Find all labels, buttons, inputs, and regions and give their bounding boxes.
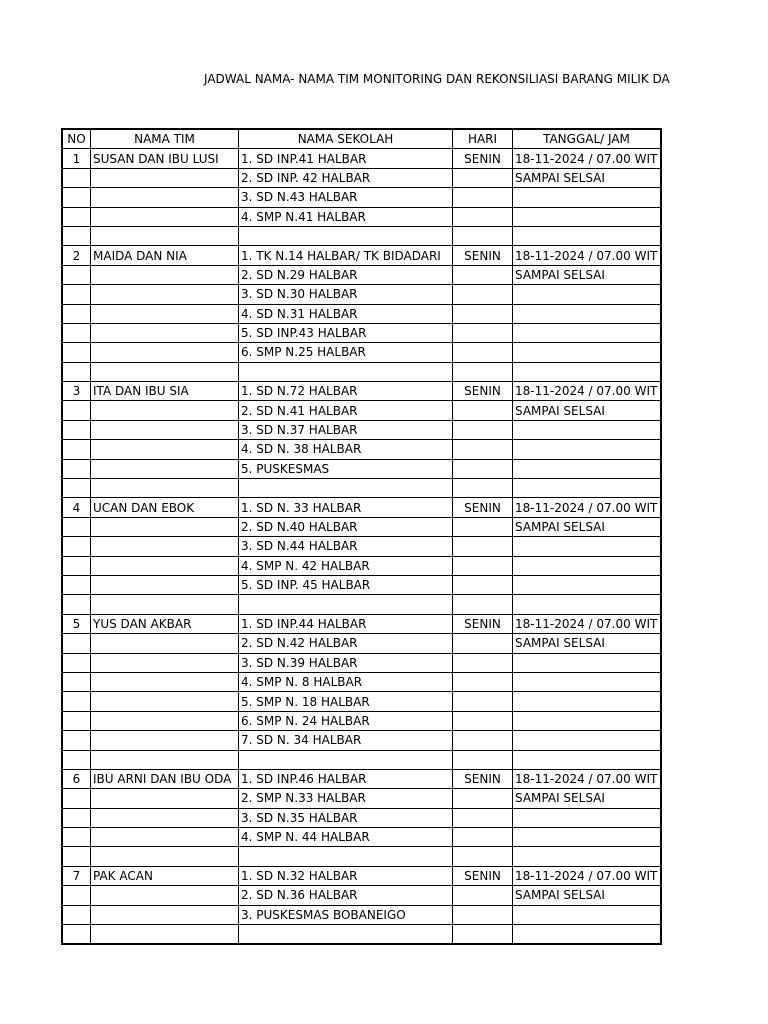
- header-no: NO: [63, 130, 91, 149]
- cell-nama-sekolah: 1. TK N.14 HALBAR/ TK BIDADARI: [239, 246, 453, 265]
- cell-no: [63, 828, 91, 847]
- table-row: [63, 304, 661, 323]
- header-nama-tim: NAMA TIM: [91, 130, 239, 149]
- cell-nama-sekolah: 5. SD INP. 45 HALBAR: [239, 575, 453, 594]
- cell-hari: [453, 711, 513, 730]
- cell-hari: [453, 323, 513, 342]
- cell-nama-tim: [91, 925, 239, 944]
- cell-hari: [453, 672, 513, 691]
- cell-tanggal-jam: [513, 672, 661, 691]
- cell-no: [63, 731, 91, 750]
- cell-hari: SENIN: [453, 614, 513, 633]
- table-row: [63, 711, 661, 730]
- cell-hari: SENIN: [453, 149, 513, 168]
- cell-hari: [453, 459, 513, 478]
- table-row: [63, 789, 661, 808]
- cell-tanggal-jam: [513, 595, 661, 614]
- cell-hari: [453, 304, 513, 323]
- cell-nama-sekolah: 1. SD INP.44 HALBAR: [239, 614, 453, 633]
- cell-nama-sekolah: 3. SD N.44 HALBAR: [239, 537, 453, 556]
- cell-tanggal-jam: [513, 362, 661, 381]
- cell-tanggal-jam: [513, 750, 661, 769]
- cell-nama-sekolah: 2. SD INP. 42 HALBAR: [239, 168, 453, 187]
- cell-hari: SENIN: [453, 769, 513, 788]
- cell-nama-sekolah: [239, 362, 453, 381]
- cell-hari: SENIN: [453, 246, 513, 265]
- cell-tanggal-jam: [513, 925, 661, 944]
- cell-nama-tim: [91, 750, 239, 769]
- cell-hari: SENIN: [453, 866, 513, 885]
- cell-nama-tim: [91, 188, 239, 207]
- cell-hari: [453, 226, 513, 245]
- cell-nama-tim: [91, 692, 239, 711]
- table-row: [63, 750, 661, 769]
- cell-tanggal-jam: [513, 207, 661, 226]
- table-row: [63, 401, 661, 420]
- cell-tanggal-jam: SAMPAI SELSAI: [513, 789, 661, 808]
- cell-no: [63, 905, 91, 924]
- cell-nama-sekolah: 4. SD N.31 HALBAR: [239, 304, 453, 323]
- table-row: [63, 343, 661, 362]
- cell-tanggal-jam: [513, 285, 661, 304]
- table-row: [63, 556, 661, 575]
- table-row: [63, 207, 661, 226]
- cell-hari: [453, 401, 513, 420]
- cell-tanggal-jam: 18-11-2024 / 07.00 WIT: [513, 614, 661, 633]
- cell-nama-tim: [91, 440, 239, 459]
- table-row: [63, 866, 661, 885]
- cell-hari: [453, 828, 513, 847]
- cell-nama-tim: [91, 285, 239, 304]
- cell-nama-sekolah: [239, 595, 453, 614]
- cell-hari: [453, 517, 513, 536]
- cell-nama-tim: MAIDA DAN NIA: [91, 246, 239, 265]
- schedule-table: [62, 129, 661, 944]
- cell-nama-tim: YUS DAN AKBAR: [91, 614, 239, 633]
- cell-tanggal-jam: [513, 808, 661, 827]
- cell-nama-sekolah: [239, 847, 453, 866]
- cell-hari: [453, 925, 513, 944]
- cell-nama-sekolah: 1. SD INP.41 HALBAR: [239, 149, 453, 168]
- table-row: [63, 246, 661, 265]
- cell-nama-sekolah: 2. SD N.29 HALBAR: [239, 265, 453, 284]
- cell-tanggal-jam: [513, 575, 661, 594]
- cell-no: [63, 847, 91, 866]
- cell-hari: [453, 905, 513, 924]
- cell-nama-tim: [91, 343, 239, 362]
- cell-nama-tim: [91, 595, 239, 614]
- table-row: [63, 847, 661, 866]
- table-row: [63, 537, 661, 556]
- cell-tanggal-jam: SAMPAI SELSAI: [513, 634, 661, 653]
- cell-nama-tim: [91, 808, 239, 827]
- cell-nama-sekolah: 1. SD N. 33 HALBAR: [239, 498, 453, 517]
- cell-hari: [453, 265, 513, 284]
- header-hari: HARI: [453, 130, 513, 149]
- cell-hari: [453, 556, 513, 575]
- cell-tanggal-jam: [513, 188, 661, 207]
- cell-nama-tim: [91, 653, 239, 672]
- cell-hari: [453, 692, 513, 711]
- cell-hari: [453, 595, 513, 614]
- cell-nama-sekolah: 2. SMP N.33 HALBAR: [239, 789, 453, 808]
- cell-no: [63, 925, 91, 944]
- cell-hari: SENIN: [453, 382, 513, 401]
- cell-tanggal-jam: [513, 692, 661, 711]
- cell-nama-tim: [91, 265, 239, 284]
- table-row: [63, 769, 661, 788]
- cell-nama-sekolah: 2. SD N.36 HALBAR: [239, 886, 453, 905]
- cell-hari: [453, 207, 513, 226]
- cell-hari: SENIN: [453, 498, 513, 517]
- cell-no: 3: [63, 382, 91, 401]
- cell-nama-tim: [91, 207, 239, 226]
- cell-tanggal-jam: [513, 556, 661, 575]
- cell-nama-tim: [91, 168, 239, 187]
- cell-nama-sekolah: [239, 925, 453, 944]
- table-row: [63, 285, 661, 304]
- cell-tanggal-jam: SAMPAI SELSAI: [513, 168, 661, 187]
- cell-nama-tim: [91, 420, 239, 439]
- cell-hari: [453, 420, 513, 439]
- cell-nama-tim: [91, 401, 239, 420]
- cell-nama-sekolah: 2. SD N.42 HALBAR: [239, 634, 453, 653]
- cell-tanggal-jam: 18-11-2024 / 07.00 WIT: [513, 149, 661, 168]
- cell-nama-tim: ITA DAN IBU SIA: [91, 382, 239, 401]
- cell-no: 4: [63, 498, 91, 517]
- cell-nama-tim: [91, 556, 239, 575]
- cell-nama-tim: [91, 905, 239, 924]
- table-row: [63, 517, 661, 536]
- cell-nama-tim: [91, 479, 239, 498]
- cell-nama-sekolah: 3. SD N.43 HALBAR: [239, 188, 453, 207]
- cell-tanggal-jam: [513, 343, 661, 362]
- cell-nama-tim: UCAN DAN EBOK: [91, 498, 239, 517]
- cell-nama-sekolah: [239, 226, 453, 245]
- cell-no: [63, 692, 91, 711]
- cell-no: [63, 207, 91, 226]
- cell-nama-tim: [91, 537, 239, 556]
- cell-nama-sekolah: [239, 479, 453, 498]
- cell-no: [63, 440, 91, 459]
- header-nama-sekolah: NAMA SEKOLAH: [239, 130, 453, 149]
- cell-nama-sekolah: 4. SMP N. 8 HALBAR: [239, 672, 453, 691]
- cell-tanggal-jam: [513, 304, 661, 323]
- cell-no: [63, 459, 91, 478]
- cell-no: 6: [63, 769, 91, 788]
- cell-nama-tim: [91, 731, 239, 750]
- cell-hari: [453, 285, 513, 304]
- cell-no: 1: [63, 149, 91, 168]
- cell-nama-tim: [91, 847, 239, 866]
- table-row: [63, 362, 661, 381]
- cell-no: [63, 750, 91, 769]
- cell-tanggal-jam: [513, 905, 661, 924]
- cell-tanggal-jam: 18-11-2024 / 07.00 WIT: [513, 769, 661, 788]
- cell-hari: [453, 789, 513, 808]
- table-row: [63, 672, 661, 691]
- cell-nama-tim: [91, 672, 239, 691]
- cell-no: [63, 711, 91, 730]
- cell-tanggal-jam: SAMPAI SELSAI: [513, 517, 661, 536]
- table-row: [63, 731, 661, 750]
- table-row: [63, 575, 661, 594]
- table-row: [63, 168, 661, 187]
- cell-no: [63, 265, 91, 284]
- cell-tanggal-jam: [513, 323, 661, 342]
- header-tanggal-jam: TANGGAL/ JAM: [513, 130, 661, 149]
- cell-nama-sekolah: 3. SD N.37 HALBAR: [239, 420, 453, 439]
- cell-nama-tim: [91, 575, 239, 594]
- cell-tanggal-jam: [513, 828, 661, 847]
- cell-nama-sekolah: 7. SD N. 34 HALBAR: [239, 731, 453, 750]
- cell-tanggal-jam: [513, 847, 661, 866]
- cell-hari: [453, 886, 513, 905]
- cell-no: [63, 304, 91, 323]
- cell-nama-tim: [91, 226, 239, 245]
- cell-nama-sekolah: 4. SMP N. 42 HALBAR: [239, 556, 453, 575]
- cell-nama-sekolah: 4. SMP N.41 HALBAR: [239, 207, 453, 226]
- cell-no: [63, 886, 91, 905]
- cell-hari: [453, 168, 513, 187]
- cell-tanggal-jam: [513, 226, 661, 245]
- cell-nama-sekolah: 1. SD N.32 HALBAR: [239, 866, 453, 885]
- cell-nama-tim: PAK ACAN: [91, 866, 239, 885]
- table-row: [63, 265, 661, 284]
- cell-hari: [453, 731, 513, 750]
- table-row: [63, 459, 661, 478]
- cell-tanggal-jam: 18-11-2024 / 07.00 WIT: [513, 498, 661, 517]
- cell-nama-tim: [91, 323, 239, 342]
- cell-tanggal-jam: 18-11-2024 / 07.00 WIT: [513, 246, 661, 265]
- cell-hari: [453, 634, 513, 653]
- cell-nama-sekolah: 5. PUSKESMAS: [239, 459, 453, 478]
- table-row: [63, 692, 661, 711]
- document-title: JADWAL NAMA- NAMA TIM MONITORING DAN REKONSILIASI BARANG MILIK DA: [204, 72, 670, 86]
- cell-hari: [453, 362, 513, 381]
- cell-nama-sekolah: 3. SD N.30 HALBAR: [239, 285, 453, 304]
- cell-no: [63, 362, 91, 381]
- cell-no: [63, 808, 91, 827]
- cell-no: [63, 789, 91, 808]
- cell-nama-tim: IBU ARNI DAN IBU ODA: [91, 769, 239, 788]
- table-row: [63, 828, 661, 847]
- cell-hari: [453, 479, 513, 498]
- cell-no: [63, 420, 91, 439]
- cell-nama-sekolah: 6. SMP N.25 HALBAR: [239, 343, 453, 362]
- cell-no: [63, 556, 91, 575]
- cell-nama-sekolah: 2. SD N.41 HALBAR: [239, 401, 453, 420]
- table-row: [63, 498, 661, 517]
- table-row: [63, 614, 661, 633]
- cell-hari: [453, 653, 513, 672]
- cell-nama-sekolah: 1. SD INP.46 HALBAR: [239, 769, 453, 788]
- cell-no: [63, 672, 91, 691]
- table-row: [63, 886, 661, 905]
- cell-nama-tim: [91, 886, 239, 905]
- table-row: [63, 440, 661, 459]
- cell-tanggal-jam: [513, 731, 661, 750]
- cell-tanggal-jam: SAMPAI SELSAI: [513, 886, 661, 905]
- table-row: [63, 595, 661, 614]
- cell-tanggal-jam: [513, 479, 661, 498]
- table-row: [63, 420, 661, 439]
- cell-tanggal-jam: [513, 653, 661, 672]
- table-row: [63, 925, 661, 944]
- table-row: [63, 188, 661, 207]
- cell-tanggal-jam: [513, 711, 661, 730]
- cell-hari: [453, 808, 513, 827]
- cell-no: [63, 517, 91, 536]
- cell-tanggal-jam: SAMPAI SELSAI: [513, 265, 661, 284]
- table-row: [63, 653, 661, 672]
- cell-nama-sekolah: 3. PUSKESMAS BOBANEIGO: [239, 905, 453, 924]
- cell-hari: [453, 750, 513, 769]
- cell-nama-sekolah: 1. SD N.72 HALBAR: [239, 382, 453, 401]
- cell-nama-sekolah: 4. SD N. 38 HALBAR: [239, 440, 453, 459]
- table-row: [63, 149, 661, 168]
- cell-nama-sekolah: 5. SD INP.43 HALBAR: [239, 323, 453, 342]
- table-row: [63, 905, 661, 924]
- cell-tanggal-jam: [513, 537, 661, 556]
- table-row: [63, 479, 661, 498]
- table-row: [63, 226, 661, 245]
- table-body: [63, 149, 661, 944]
- cell-no: [63, 285, 91, 304]
- cell-no: [63, 653, 91, 672]
- cell-nama-sekolah: 5. SMP N. 18 HALBAR: [239, 692, 453, 711]
- cell-no: [63, 634, 91, 653]
- cell-no: [63, 537, 91, 556]
- cell-no: 5: [63, 614, 91, 633]
- cell-no: [63, 343, 91, 362]
- cell-nama-tim: [91, 711, 239, 730]
- cell-tanggal-jam: [513, 459, 661, 478]
- cell-nama-tim: [91, 362, 239, 381]
- cell-nama-sekolah: 6. SMP N. 24 HALBAR: [239, 711, 453, 730]
- header-row: [63, 130, 661, 149]
- cell-no: [63, 595, 91, 614]
- cell-no: [63, 188, 91, 207]
- cell-nama-sekolah: 3. SD N.35 HALBAR: [239, 808, 453, 827]
- cell-no: [63, 479, 91, 498]
- cell-hari: [453, 440, 513, 459]
- cell-no: [63, 168, 91, 187]
- cell-no: [63, 323, 91, 342]
- cell-nama-tim: [91, 789, 239, 808]
- cell-hari: [453, 575, 513, 594]
- cell-hari: [453, 847, 513, 866]
- table-row: [63, 323, 661, 342]
- cell-nama-tim: [91, 634, 239, 653]
- cell-no: [63, 575, 91, 594]
- cell-nama-tim: [91, 828, 239, 847]
- cell-nama-sekolah: 3. SD N.39 HALBAR: [239, 653, 453, 672]
- cell-tanggal-jam: SAMPAI SELSAI: [513, 401, 661, 420]
- cell-tanggal-jam: [513, 440, 661, 459]
- cell-no: 2: [63, 246, 91, 265]
- cell-no: [63, 401, 91, 420]
- table-row: [63, 382, 661, 401]
- cell-nama-tim: [91, 459, 239, 478]
- cell-nama-sekolah: [239, 750, 453, 769]
- cell-tanggal-jam: [513, 420, 661, 439]
- cell-hari: [453, 343, 513, 362]
- cell-nama-tim: [91, 304, 239, 323]
- cell-hari: [453, 188, 513, 207]
- cell-tanggal-jam: 18-11-2024 / 07.00 WIT: [513, 866, 661, 885]
- cell-nama-tim: SUSAN DAN IBU LUSI: [91, 149, 239, 168]
- table-row: [63, 808, 661, 827]
- cell-tanggal-jam: 18-11-2024 / 07.00 WIT: [513, 382, 661, 401]
- cell-nama-sekolah: 2. SD N.40 HALBAR: [239, 517, 453, 536]
- cell-nama-tim: [91, 517, 239, 536]
- cell-no: [63, 226, 91, 245]
- cell-no: 7: [63, 866, 91, 885]
- cell-nama-sekolah: 4. SMP N. 44 HALBAR: [239, 828, 453, 847]
- cell-hari: [453, 537, 513, 556]
- table-row: [63, 634, 661, 653]
